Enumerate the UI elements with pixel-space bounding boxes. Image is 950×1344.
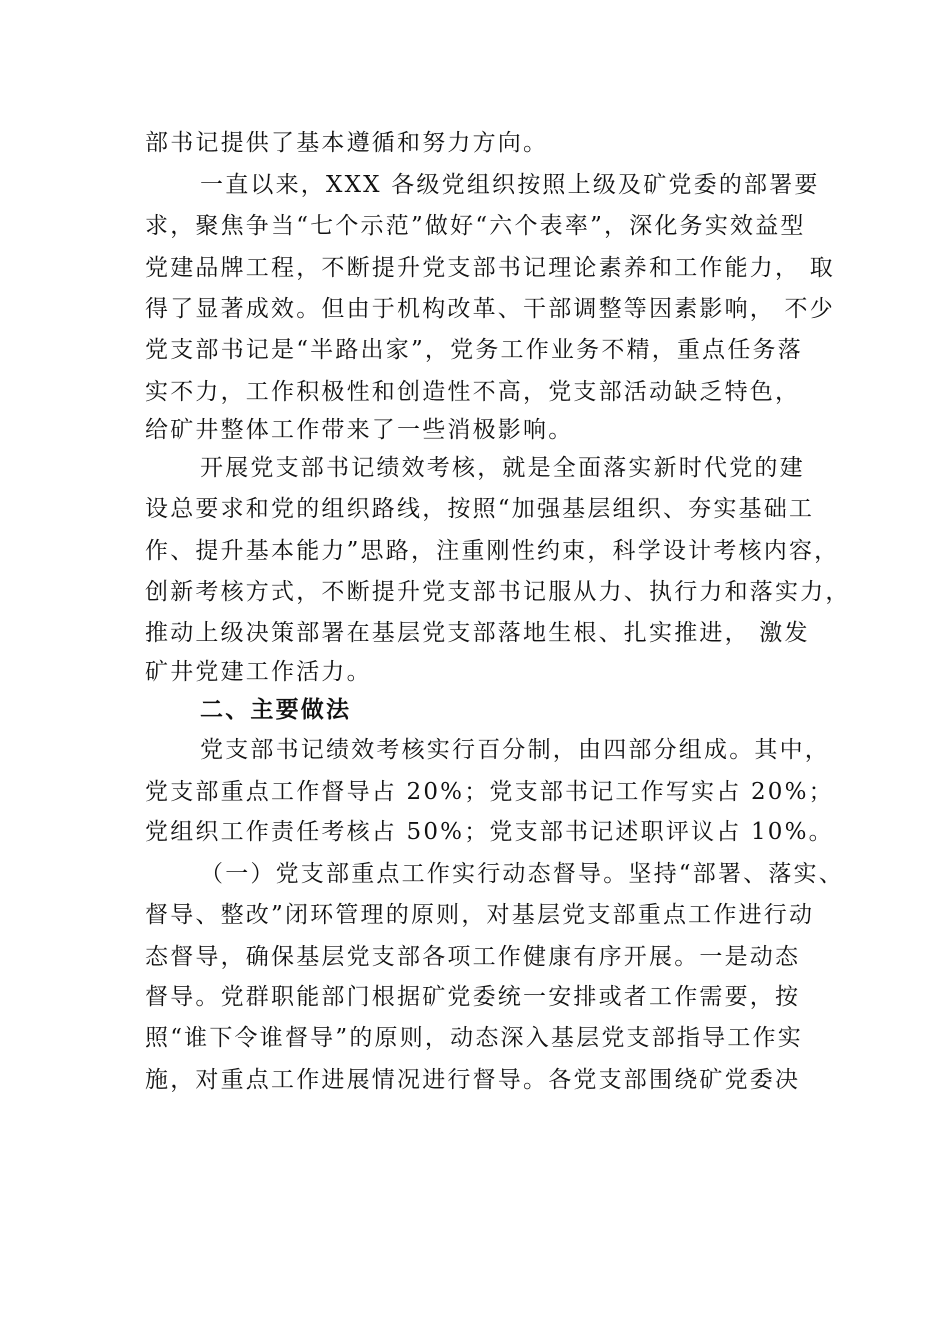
paragraph-line: 施，对重点工作进展情况进行督导。各党支部围绕矿党委决 (145, 1067, 801, 1093)
paragraph-line: 党支部书记是“半路出家”，党务工作业务不精，重点任务落 (145, 337, 803, 363)
paragraph-line: 态督导，确保基层党支部各项工作健康有序开展。一是动态 (145, 944, 801, 970)
paragraph-line: 部书记提供了基本遵循和努力方向。 (145, 130, 549, 156)
paragraph-line: 督导。党群职能部门根据矿党委统一安排或者工作需要，按 (145, 984, 801, 1010)
paragraph-line: 实不力，工作积极性和创造性不高，党支部活动缺乏特色， (145, 379, 801, 405)
paragraph-line: 矿井党建工作活力。 (145, 659, 372, 685)
paragraph-line: 给矿井整体工作带来了一些消极影响。 (145, 417, 574, 443)
paragraph-line: 党建品牌工程，不断提升党支部书记理论素养和工作能力， 取 (145, 255, 835, 281)
paragraph-line: 一直以来，XXX 各级党组织按照上级及矿党委的部署要 (200, 172, 820, 198)
section-heading: 二、主要做法 (200, 697, 352, 723)
paragraph-line: 作、提升基本能力”思路，注重刚性约束，科学设计考核内容， (145, 538, 840, 564)
paragraph-line: 推动上级决策部署在基层党支部落地生根、扎实推进， 激发 (145, 620, 810, 646)
paragraph-line: 党支部书记绩效考核实行百分制，由四部分组成。其中， (200, 737, 830, 763)
paragraph-line: 设总要求和党的组织路线，按照“加强基层组织、夯实基础工 (145, 496, 815, 522)
paragraph-line: （一）党支部重点工作实行动态督导。坚持“部署、落实、 (200, 861, 844, 887)
paragraph-line: 党支部重点工作督导占 20%；党支部书记工作写实占 20%； (145, 779, 834, 805)
paragraph-line: 求，聚焦争当“七个示范”做好“六个表率”，深化务实效益型 (145, 213, 806, 239)
paragraph-line: 督导、整改”闭环管理的原则，对基层党支部重点工作进行动 (145, 902, 815, 928)
paragraph-line: 党组织工作责任考核占 50%；党支部书记述职评议占 10%。 (145, 819, 834, 845)
paragraph-line: 照“谁下令谁督导”的原则，动态深入基层党支部指导工作实 (145, 1025, 803, 1051)
paragraph-line: 创新考核方式，不断提升党支部书记服从力、执行力和落实力， (145, 579, 851, 605)
paragraph-line: 得了显著成效。但由于机构改革、干部调整等因素影响， 不少 (145, 296, 835, 322)
paragraph-line: 开展党支部书记绩效考核，就是全面落实新时代党的建 (200, 455, 805, 481)
